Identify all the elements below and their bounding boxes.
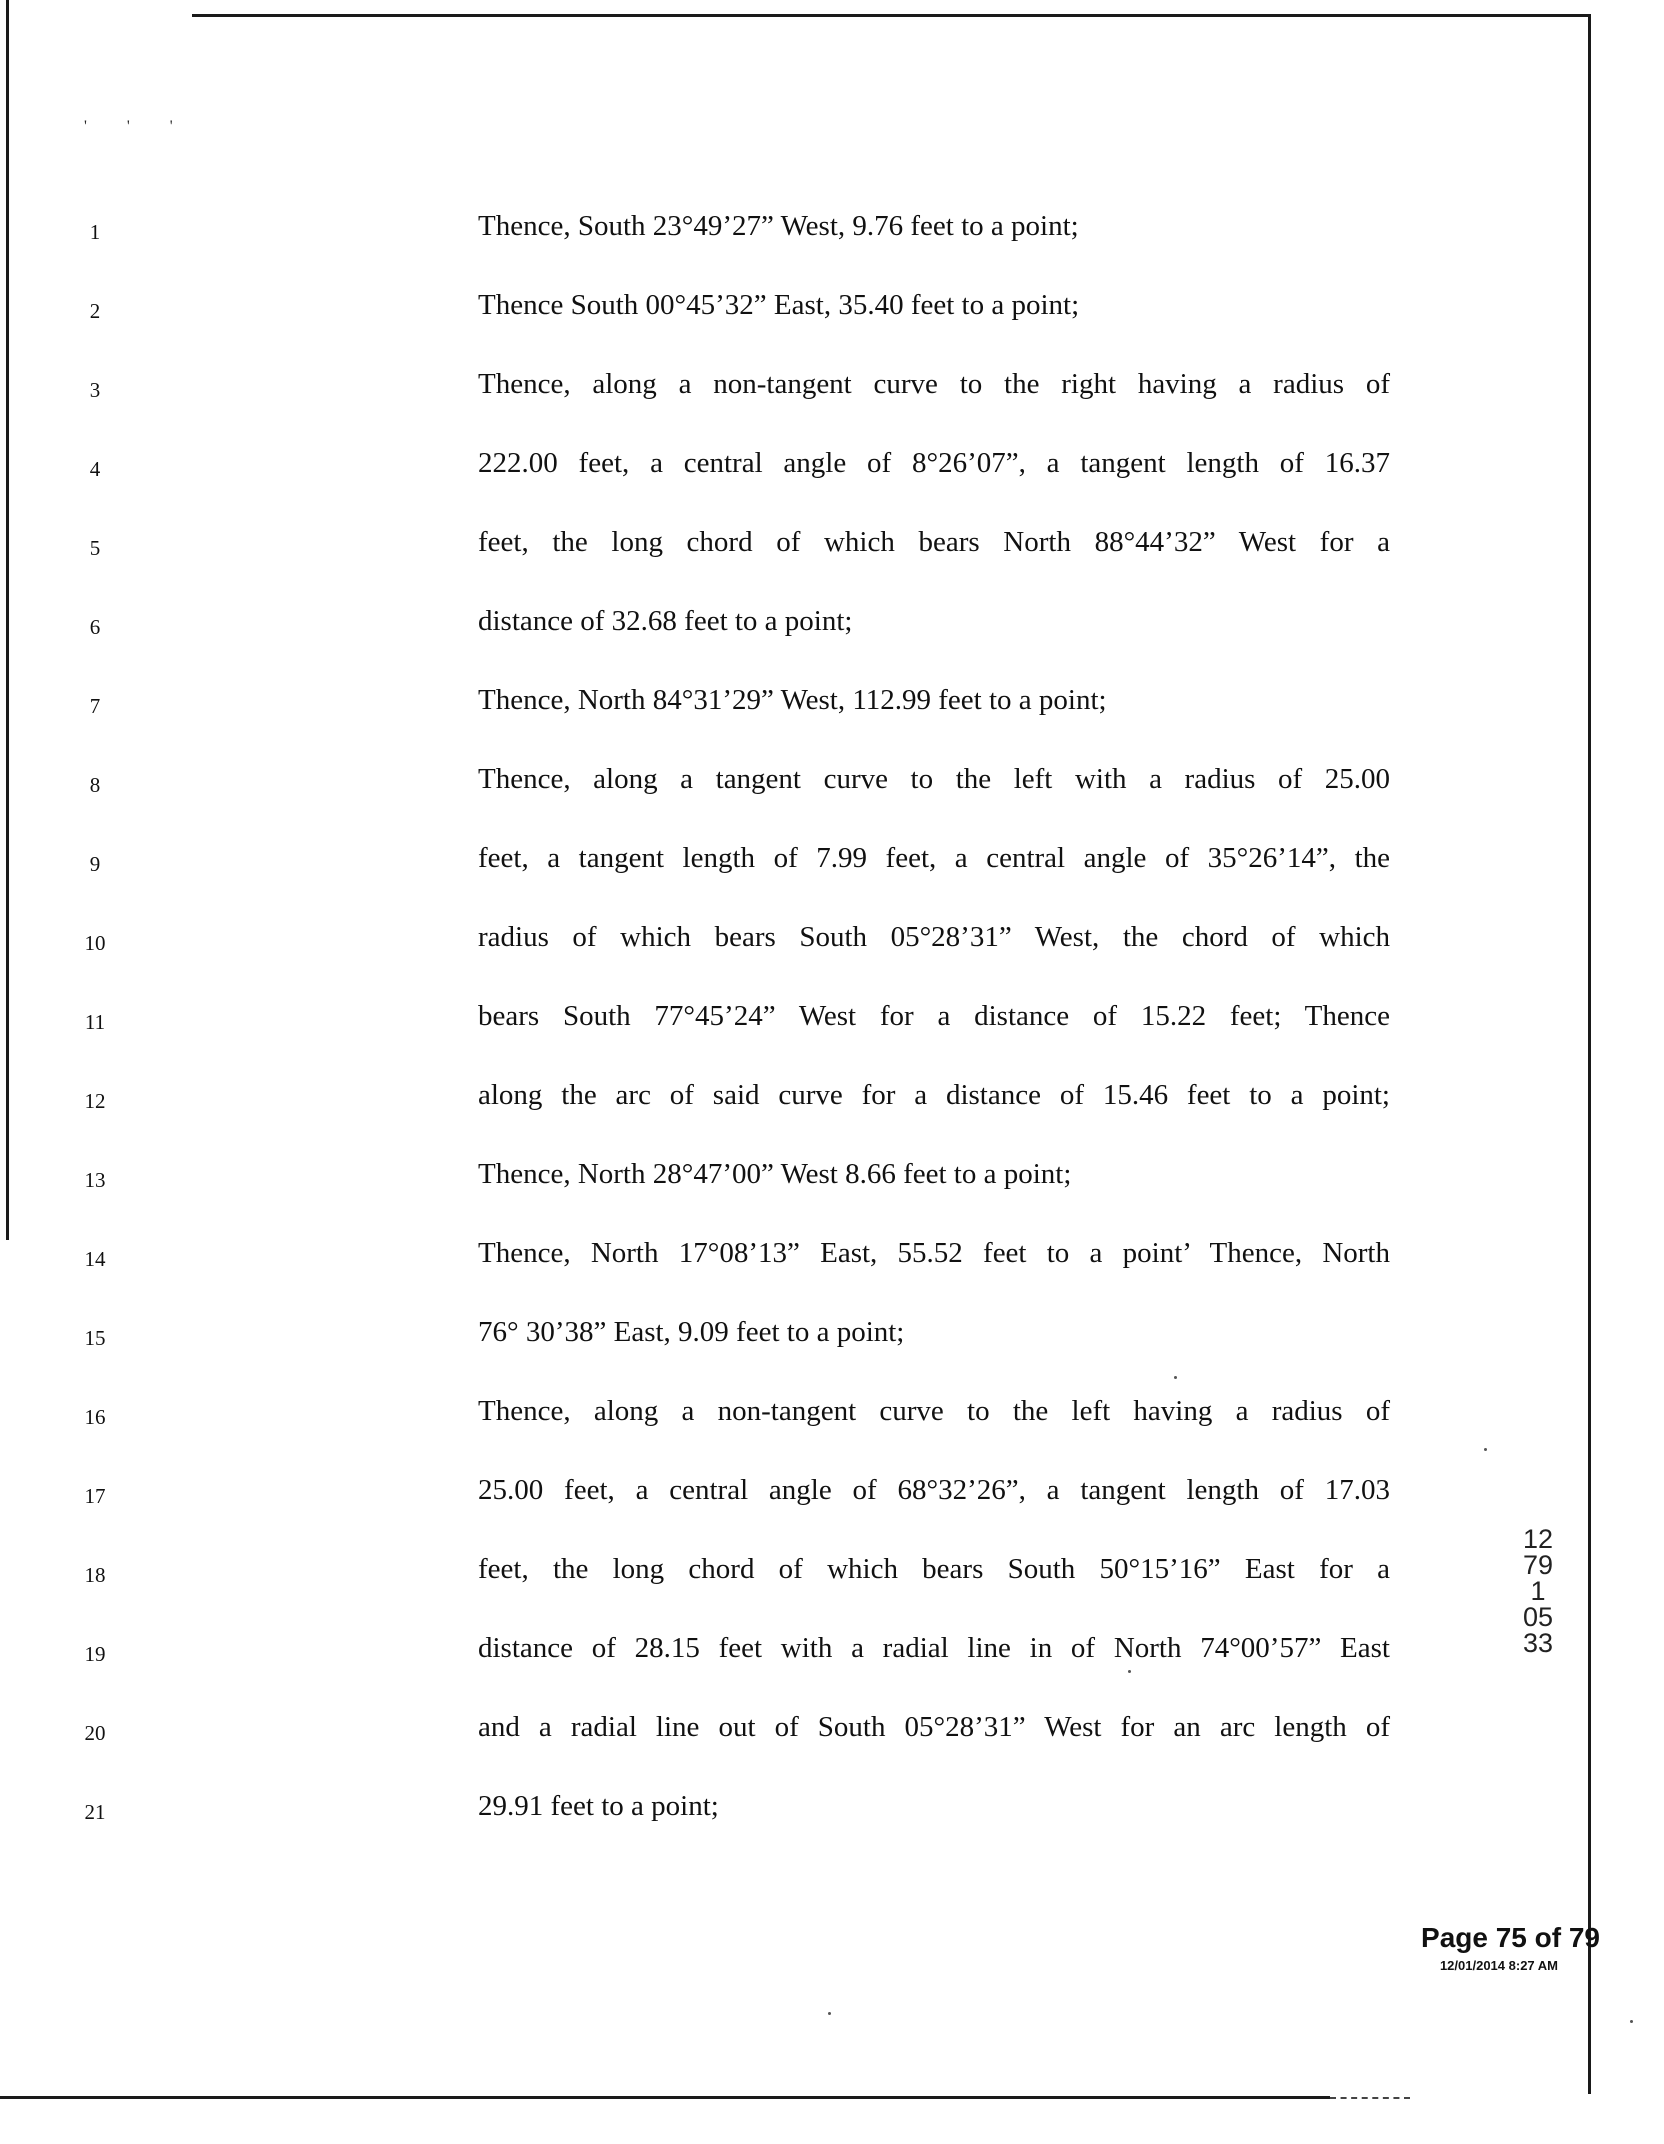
line-number: 14 bbox=[84, 1247, 106, 1271]
legal-description-line: feet, the long chord of which bears North 88°44’32” West for a bbox=[478, 526, 1390, 558]
line-number: 7 bbox=[89, 694, 101, 718]
line-number: 21 bbox=[84, 1800, 106, 1824]
legal-description-line: 222.00 feet, a central angle of 8°26’07”, a tangent length of 16.37 bbox=[478, 447, 1390, 479]
legal-description-line: Thence, along a tangent curve to the left with a radius of 25.00 bbox=[478, 763, 1390, 795]
right-border-line bbox=[1588, 14, 1591, 2094]
margin-tick-marks: ' ' ' bbox=[84, 118, 191, 135]
recording-number-stamp: 12791 0533 bbox=[1522, 1524, 1554, 1658]
line-number: 2 bbox=[89, 299, 101, 323]
line-number: 1 bbox=[89, 220, 101, 244]
scan-speck bbox=[1128, 1670, 1131, 1673]
legal-description-line: Thence, North 17°08’13” East, 55.52 feet to a point’ Thence, North bbox=[478, 1237, 1390, 1269]
legal-description-line: 76° 30’38” East, 9.09 feet to a point; bbox=[478, 1316, 905, 1348]
line-number: 4 bbox=[89, 457, 101, 481]
line-number: 12 bbox=[84, 1089, 106, 1113]
legal-description-line: Thence, along a non-tangent curve to the left having a radius of bbox=[478, 1395, 1390, 1427]
line-number: 17 bbox=[84, 1484, 106, 1508]
legal-description-line: Thence, South 23°49’27” West, 9.76 feet to a point; bbox=[478, 210, 1079, 242]
legal-description-line: 29.91 feet to a point; bbox=[478, 1790, 719, 1822]
scan-speck bbox=[1174, 1376, 1177, 1379]
legal-description-line: feet, the long chord of which bears South 50°15’16” East for a bbox=[478, 1553, 1390, 1585]
legal-description-line: distance of 32.68 feet to a point; bbox=[478, 605, 853, 637]
line-number: 10 bbox=[84, 931, 106, 955]
legal-description-line: feet, a tangent length of 7.99 feet, a central angle of 35°26’14”, the bbox=[478, 842, 1390, 874]
line-number: 13 bbox=[84, 1168, 106, 1192]
bottom-border-line bbox=[0, 2096, 1330, 2099]
line-number: 3 bbox=[89, 378, 101, 402]
page-number-label: Page 75 of 79 bbox=[1421, 1922, 1600, 1953]
line-number: 18 bbox=[84, 1563, 106, 1587]
legal-description-line: Thence, North 28°47’00” West 8.66 feet to a point; bbox=[478, 1158, 1072, 1190]
legal-description-line: bears South 77°45’24” West for a distance of 15.22 feet; Thence bbox=[478, 1000, 1390, 1032]
legal-description-line: Thence South 00°45’32” East, 35.40 feet to a point; bbox=[478, 289, 1080, 321]
line-number: 6 bbox=[89, 615, 101, 639]
line-number: 11 bbox=[84, 1010, 106, 1034]
line-number: 8 bbox=[89, 773, 101, 797]
scan-speck bbox=[828, 2012, 831, 2015]
scan-speck bbox=[1484, 1448, 1487, 1451]
bottom-border-dash bbox=[1330, 2097, 1410, 2099]
line-number: 15 bbox=[84, 1326, 106, 1350]
legal-description-line: and a radial line out of South 05°28’31” West for an arc length of bbox=[478, 1711, 1390, 1743]
top-border-line bbox=[192, 14, 1588, 17]
legal-description-line: Thence, North 84°31’29” West, 112.99 feet to a point; bbox=[478, 684, 1107, 716]
legal-description-line: 25.00 feet, a central angle of 68°32’26”, a tangent length of 17.03 bbox=[478, 1474, 1390, 1506]
line-number: 19 bbox=[84, 1642, 106, 1666]
legal-description-line: Thence, along a non-tangent curve to the right having a radius of bbox=[478, 368, 1390, 400]
legal-description-line: along the arc of said curve for a distance of 15.46 feet to a point; bbox=[478, 1079, 1390, 1111]
legal-description-line: radius of which bears South 05°28’31” West, the chord of which bbox=[478, 921, 1390, 953]
line-number: 9 bbox=[89, 852, 101, 876]
left-border-line bbox=[6, 0, 9, 1240]
legal-description-line: distance of 28.15 feet with a radial line in of North 74°00’57” East bbox=[478, 1632, 1390, 1664]
line-number: 5 bbox=[89, 536, 101, 560]
recording-timestamp: 12/01/2014 8:27 AM bbox=[1439, 1958, 1558, 1973]
line-number: 20 bbox=[84, 1721, 106, 1745]
line-number: 16 bbox=[84, 1405, 106, 1429]
scan-speck bbox=[1630, 2020, 1633, 2023]
